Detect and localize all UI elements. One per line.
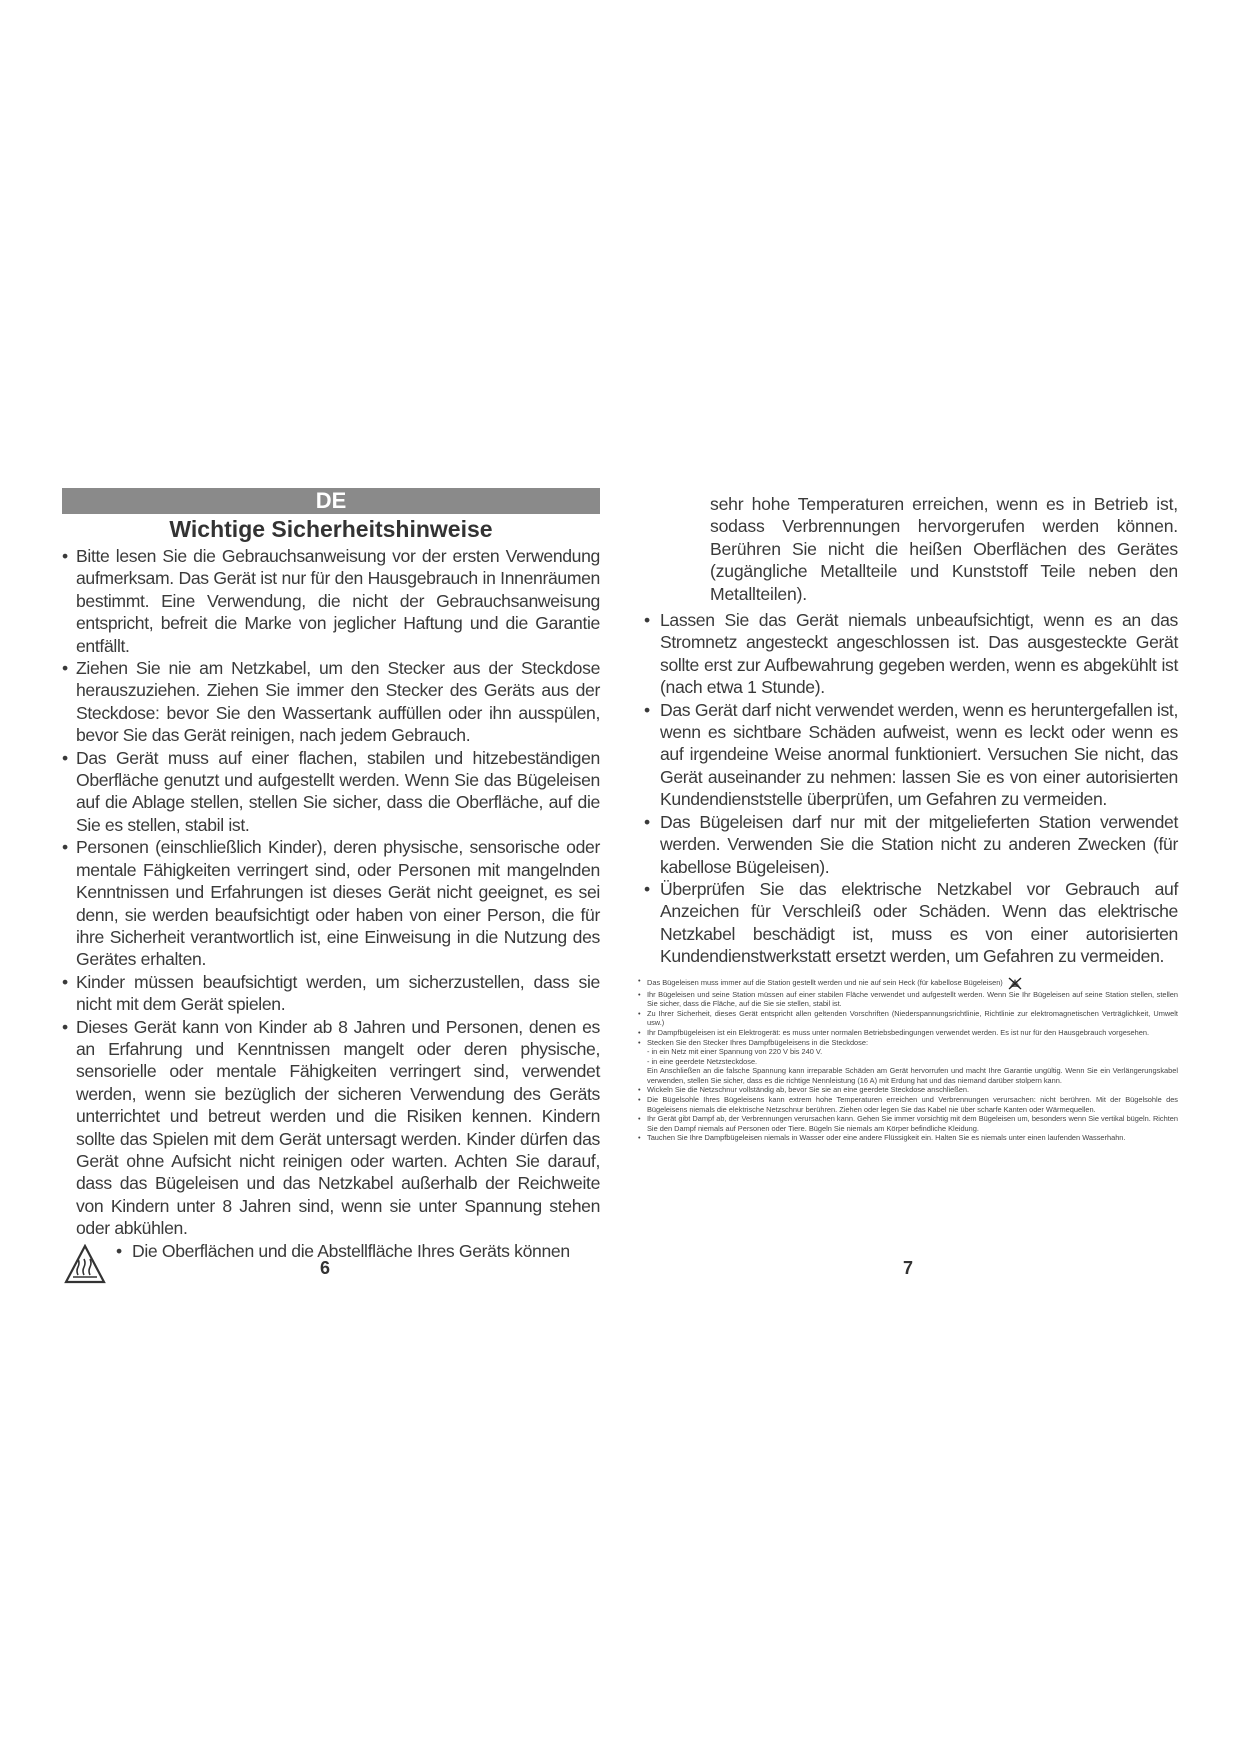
page-number-left: 6 xyxy=(320,1258,331,1278)
fine-print-item: • Das Bügeleisen muss immer auf die Station gestellt werden und nie auf sein Heck (für kabellose Bügeleisen) xyxy=(638,976,1178,990)
list-item: • Das Gerät darf nicht verwendet werden, wenn es heruntergefallen ist, wenn es sichtbare Schäden aufweist, wenn es leckt oder wenn es auf irgendeine Weise anormal funktioniert. Versuchen Sie nicht, das Gerät auseinander zu nehmen: lassen Sie es von einer autorisierten Kundendienststelle überprüfen, um Gefahren zu vermeiden. xyxy=(644,699,1178,810)
safety-list-right xyxy=(638,609,1178,968)
warning-text: • Die Oberflächen und die Abstellfläche Ihres Geräts können xyxy=(116,1240,570,1261)
fine-print-sub: - in eine geerdete Netzsteckdose. xyxy=(647,1056,758,1066)
list-item: • Bitte lesen Sie die Gebrauchsanweisung vor der ersten Verwendung aufmerksam. Das Gerät ist nur für den Hausgebrauch in Innenräumen bestimmt. Eine Verwendung, die nicht der Gebrauchsanweisung entspricht, befreit die Marke von jeglicher Haftung und die Garantie entfällt. xyxy=(62,546,600,656)
fine-print-item: • Ihr Dampfbügeleisen ist ein Elektrogerät: es muss unter normalen Betriebsbedingungen verwendet werden. Es ist nur für den Hausgebrauch vorgesehen. xyxy=(638,1027,1150,1037)
list-item: • Personen (einschließlich Kinder), deren physische, sensorische oder mentale Fähigkeiten verringert sind, oder Personen mit mangelnden Kenntnissen und Erfahrungen ist dieses Gerät nicht geeignet, es sei denn, sie werden beaufsichtigt oder haben von einer Person, die für ihre Sicherheit verantwortlich ist, eine Einweisung in die Nutzung des Gerätes erhalten. xyxy=(62,837,600,970)
list-item: • Überprüfen Sie das elektrische Netzkabel vor Gebrauch auf Anzeichen für Verschleiß oder Schäden. Wenn das elektrische Netzkabel beschädigt ist, muss es von einer autorisierten Kundendienstwerkstatt ersetzt werden, um Gefahren zu vermeiden. xyxy=(644,878,1178,967)
fine-print-item: • Ihr Gerät gibt Dampf ab, der Verbrennungen verursachen kann. Gehen Sie immer vorsichtig mit dem Bügeleisen um, besonders wenn Sie vertikal bügeln. Richten Sie den Dampf niemals auf Personen oder Tiere. Bügeln Sie niemals am Körper befindliche Kleidung. xyxy=(638,1114,1178,1133)
right-page xyxy=(638,493,1178,1143)
language-bar: DE xyxy=(62,488,600,514)
continuation-text: sehr hohe Temperaturen erreichen, wenn es in Betrieb ist, sodass Verbrennungen hervorgerufen werden können. Berühren Sie nicht die heißen Oberflächen des Gerätes (zugängliche Metallteile und Kunststoff Teile neben den Metallteilen). xyxy=(710,494,1178,604)
fine-print-sub: Ein Anschließen an die falsche Spannung kann irreparable Schäden am Gerät hervorrufen und macht Ihre Garantie ungültig. Wenn Sie ein Verlängerungskabel verwenden, stellen Sie sicher, dass es die richtige Nennleistung (16 A) mit Erdung hat und das niemand darüber stolpern kann. xyxy=(647,1066,1178,1085)
left-page xyxy=(62,488,600,1296)
warning-row xyxy=(62,1240,600,1296)
page-title: Wichtige Sicherheitshinweise xyxy=(169,516,493,542)
fine-print-item: • Zu Ihrer Sicherheit, dieses Gerät entspricht allen geltenden Vorschriften (Niederspannungsrichtlinie, Richtlinie zur elektromagnetischen Verträglichkeit, Umwelt usw.) xyxy=(638,1008,1178,1028)
list-item: • Das Gerät muss auf einer flachen, stabilen und hitzebeständigen Oberfläche genutzt und aufgestellt werden. Wenn Sie das Bügeleisen auf die Ablage stellen, stellen Sie sicher, dass die Oberfläche, auf die Sie es stellen, stabil ist. xyxy=(62,747,600,835)
fine-print-item: • Wickeln Sie die Netzschnur vollständig ab, bevor Sie sie an eine geerdete Steckdose anschließen. xyxy=(638,1085,970,1095)
list-item: • Das Bügeleisen darf nur mit der mitgelieferten Station verwendet werden. Verwenden Sie die Station nicht zu anderen Zwecken (für kabellose Bügeleisen). xyxy=(644,811,1178,877)
fine-print-item: • Tauchen Sie Ihre Dampfbügeleisen niemals in Wasser oder eine andere Flüssigkeit ein. Halten Sie es niemals unter einen laufenden Wasserhahn. xyxy=(638,1133,1126,1143)
fine-print-item: • Ihr Bügeleisen und seine Station müssen auf einer stabilen Fläche verwendet und aufgestellt werden. Wenn Sie Ihr Bügeleisen auf seine Station stellen, stellen Sie sicher, dass die Fläche, auf die Sie sie stellen, stabil ist. xyxy=(638,989,1178,1009)
page-number-right: 7 xyxy=(903,1258,914,1278)
list-item: • Kinder müssen beaufsichtigt werden, um sicherzustellen, dass sie nicht mit dem Gerät spielen. xyxy=(62,971,600,1015)
list-item: • Lassen Sie das Gerät niemals unbeaufsichtigt, wenn es an das Stromnetz angesteckt angeschlossen ist. Das ausgesteckte Gerät sollte erst zur Aufbewahrung gegeben werden, wenn es abgekühlt ist (nach etwa 1 Stunde). xyxy=(644,610,1178,698)
safety-list-left xyxy=(62,545,600,1240)
fine-print-item: • Stecken Sie den Stecker Ihres Dampfbügeleisens in die Steckdose: xyxy=(638,1037,869,1047)
hot-surface-warning-icon xyxy=(64,1244,106,1284)
fine-print-list xyxy=(638,976,1178,1144)
list-item: • Ziehen Sie nie am Netzkabel, um den Stecker aus der Steckdose herauszuziehen. Ziehen Sie immer den Stecker des Geräts aus der Steckdose: bevor Sie den Wassertank auffüllen oder ihn ausspülen, bevor Sie das Gerät reinigen, nach jedem Gebrauch. xyxy=(62,658,600,746)
list-item: • Dieses Gerät kann von Kinder ab 8 Jahren und Personen, denen es an Erfahrung und Kenntnissen mangelt oder deren physische, sensorielle oder mentale Fähigkeiten verringert sind, verwendet werden, wenn sie bezüglich der sicheren Verwendung des Geräts unterrichtet und betreut werden und die Risiken kennen. Kindern sollte das Spielen mit dem Gerät untersagt werden. Kinder dürfen das Gerät ohne Aufsicht nicht reinigen oder warten. Achten Sie darauf, dass das Bügeleisen und das Netzkabel außerhalb der Reichweite von Kindern unter 8 Jahren sind, wenn sie unter Spannung stehen oder abkühlen. xyxy=(62,1016,600,1239)
fine-print-item: • Die Bügelsohle Ihres Bügeleisens kann extrem hohe Temperaturen erreichen und Verbrennungen verursachen: nicht berühren. Mit der Bügelsohle des Bügeleisens niemals die elektrische Netzschnur berühren. Ziehen oder legen Sie das Kabel nie über scharfe Kanten oder Wärmequellen. xyxy=(638,1095,1178,1114)
crossed-out-iron-icon xyxy=(1007,976,1023,990)
fine-print-sub: - in ein Netz mit einer Spannung von 220 V bis 240 V. xyxy=(647,1047,823,1057)
